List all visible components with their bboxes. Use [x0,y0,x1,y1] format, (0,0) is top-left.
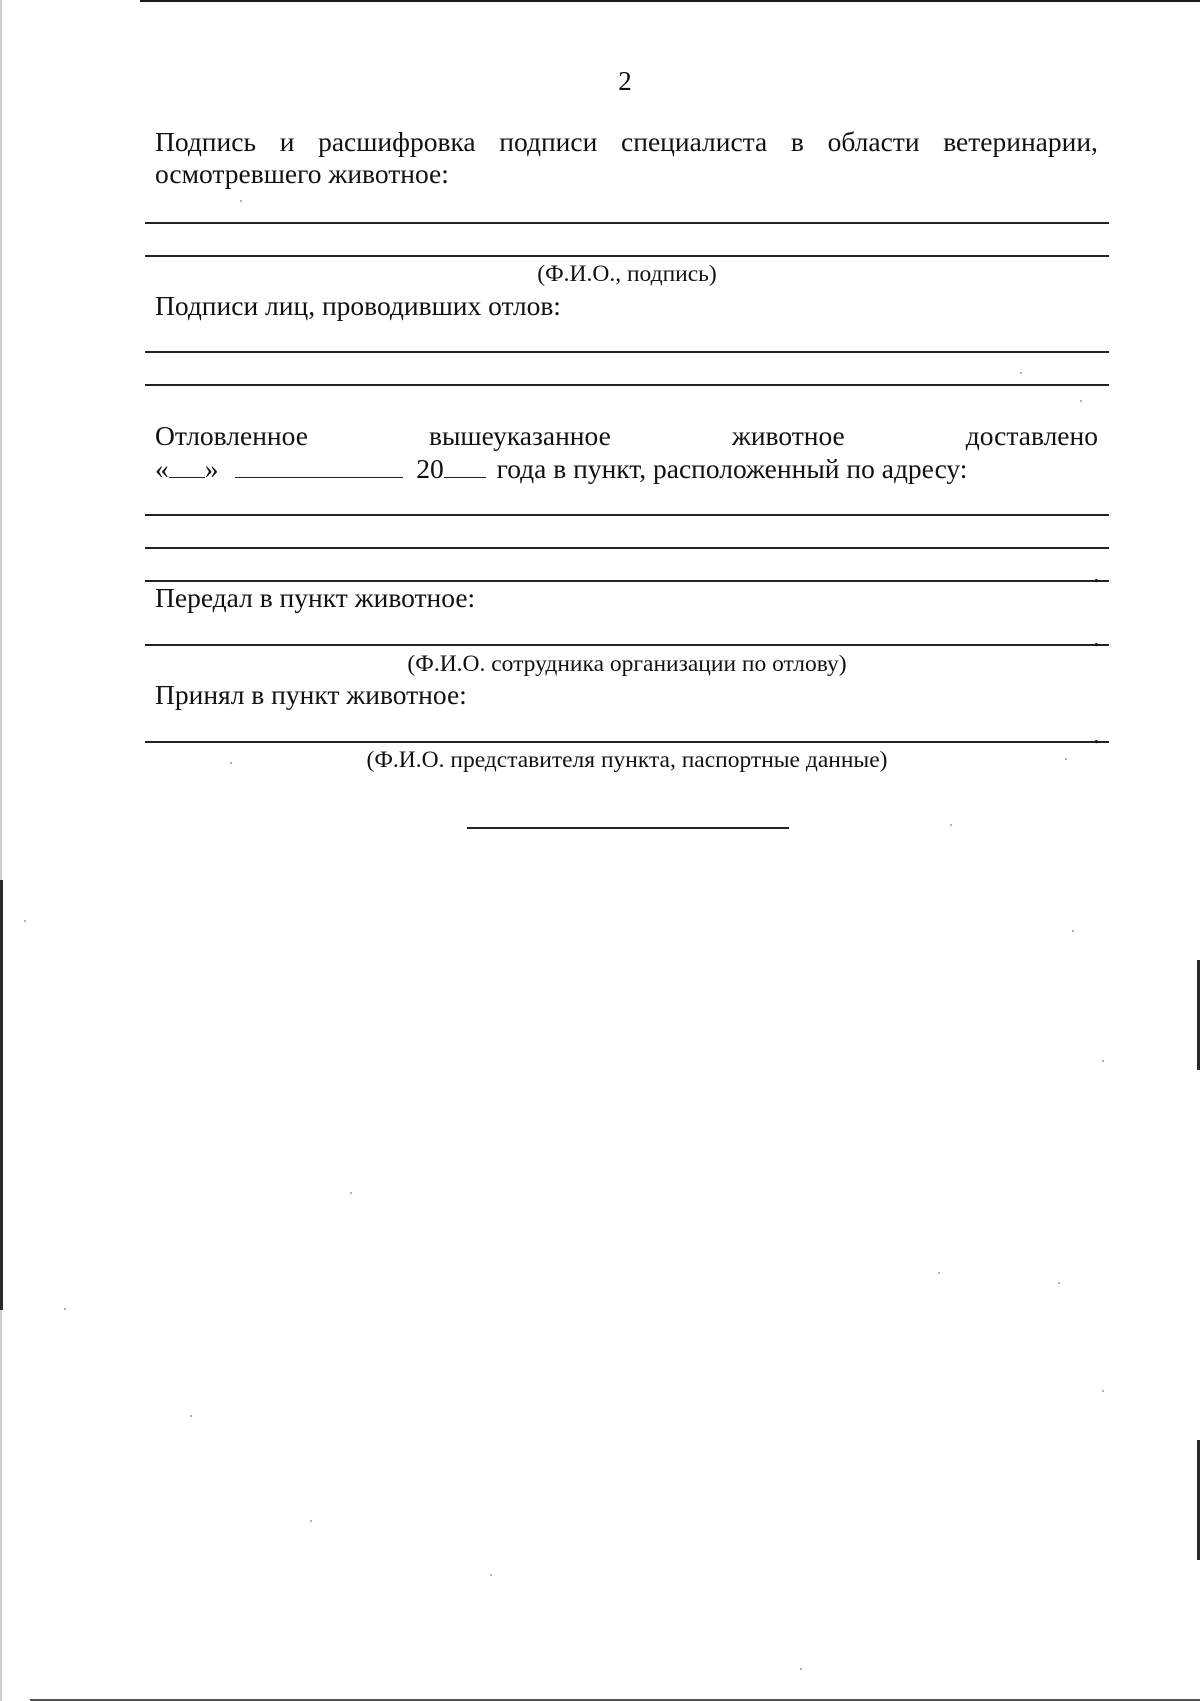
vet-signature-heading-line1 [155,126,1098,157]
heading-word: ветеринарии, [943,126,1098,157]
end-period: . [1093,719,1100,749]
heading-word: Подпись [155,126,256,157]
received-blank-line[interactable] [145,741,1109,743]
delivery-address-blank-line[interactable] [145,547,1109,549]
quote-open: « [155,453,169,484]
vet-signature-blank-line[interactable] [145,255,1109,257]
vet-signature-caption: (Ф.И.О., подпись) [537,261,717,287]
day-blank[interactable] [169,453,205,478]
scan-speck [938,1272,940,1274]
scan-speck [240,200,242,202]
scan-speck [24,920,26,922]
document-end-separator [467,827,789,829]
scan-speck [230,762,232,764]
scan-edge-top [140,0,1200,2]
delivery-paragraph-line1 [155,420,1098,451]
scan-speck [800,1668,802,1670]
scan-speck [1058,1282,1060,1284]
delivery-suffix: года в пункт, расположенный по адресу: [496,453,968,484]
delivery-word: Отловленное [155,420,308,451]
delivery-word: вышеуказанное [428,420,611,451]
delivery-word: животное [731,420,845,451]
scan-speck [350,1192,352,1194]
quote-close: » [204,453,219,484]
scan-speck [190,1415,192,1417]
scan-speck [1020,372,1022,374]
scan-speck [490,1574,492,1576]
year-prefix: 20 [416,453,444,484]
scan-edge-left-mark [0,1140,3,1310]
handed-over-blank-line[interactable] [145,644,1109,646]
heading-word: расшифровка [318,126,476,157]
delivery-word: доставлено [965,420,1098,451]
delivery-address-blank-line[interactable] [145,514,1109,516]
catchers-signature-blank-line[interactable] [145,351,1109,353]
heading-word: и [279,126,295,157]
received-label: Принял в пункт животное: [155,679,467,710]
heading-word: специалиста [621,126,768,157]
scan-speck [1102,1390,1104,1392]
delivery-paragraph-line2 [155,453,967,484]
year-blank[interactable] [444,453,486,478]
month-blank[interactable] [235,453,403,478]
scan-speck [1080,400,1082,402]
scan-speck [310,1520,312,1522]
scan-speck [64,1308,66,1310]
heading-word: области [827,126,920,157]
received-caption: (Ф.И.О. представителя пункта, паспортные данные) [366,747,888,773]
vet-signature-heading-line2: осмотревшего животное: [155,158,449,189]
scan-speck [1102,1060,1104,1062]
scan-edge-left [0,0,2,1701]
end-period: . [1093,622,1100,652]
handed-over-caption: (Ф.И.О. сотрудника организации по отлову) [407,651,847,677]
scan-edge-left-mark [0,880,3,1140]
handed-over-label: Передал в пункт животное: [155,582,476,613]
end-period: . [1093,558,1100,588]
vet-signature-blank-line[interactable] [145,222,1109,224]
page-number: 2 [618,66,632,96]
catchers-signature-blank-line[interactable] [145,384,1109,386]
catchers-signature-label: Подписи лиц, проводивших отлов: [155,290,561,321]
scan-speck [1065,758,1067,760]
heading-word: в [790,126,804,157]
scan-speck [950,824,952,826]
heading-word: подписи [499,126,598,157]
scan-speck [1072,930,1074,932]
